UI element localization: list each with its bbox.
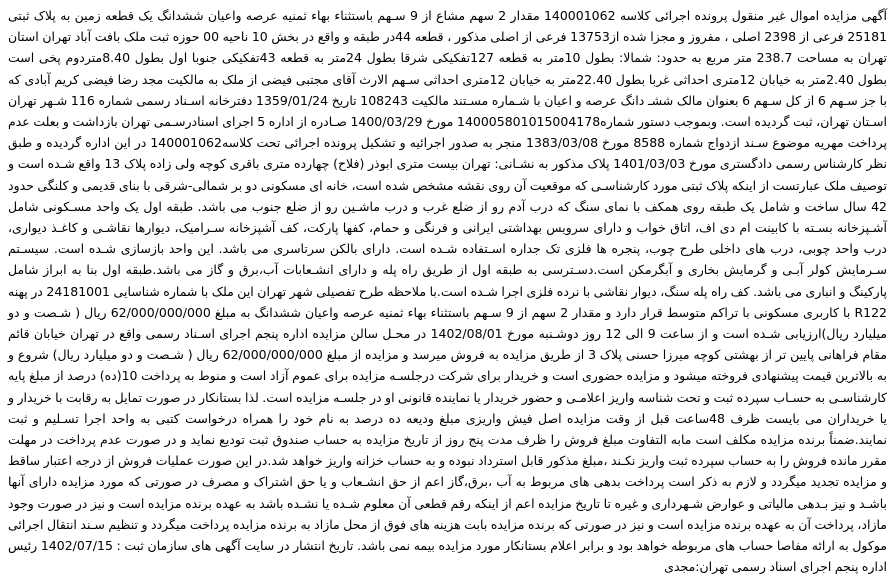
auction-notice-text: آگهی مزایده اموال غیر منقول پرونده اجرائی کلاسه 140001062 مقدار 2 سهم مشاع از 9 سـهم باستثناء بهاء ثمنیه عرصه واعیان ششدانگ یک قطعه زمین به پلاک ثبتی 25181 فرعی از 2398 اصلی ، مفروز و مجزا شده از13753 فرعی از اصلی مذکور ، قطعه 44در طبقه و واقع در بخش 10 ناحیه 00 حوزه ثبت ملک بافت آباد تهران استان تهران به مساحت 238.7 متر مربع به حدود: شمالا: بطول 10متر به قطعه 127تفکیکی شرقا بطول 24متر به قطعه 43تفکیکی جنوبا اول بطول 8.40متردوم پخی است بطول 2.40متر به خیابان 12متری احداثی غربا بطول 22.40متر به خیابان 12متری احداثی سـهم الارث آقای مجتبی فیضی از ملک به مالکیت مجد رضا فیضی کریم آبادی که با جز سـهم 6 از کل سـهم 6 بعنوان مالک ششـ دانگ عرصه و اعیان با شـماره مسـتند مالکیت 108243 تاریخ 1359/01/24 دفترخانه اسـناد رسمی شماره 116 شـهر تهران اسـتان تهران، ثبت گردیده است. وبموجب دستور شماره140005801015004178 مورخ 1400/03/29 صـادره از اداره 5 اجرای اسنادرسـمی تهران بازداشت و بعلت عدم پرداخت مهریه موضوع سـند ازدواج شماره 8588 مورخ 1383/03/08 منجر به صدور اجرائیه و تشکیل پرونده اجرائی تحت کلاسه140001062 در این اداره گردیده و طبق نظر کارشناس رسمی دادگستری مورخ 1401/03/03 پلاک مذکور به نشـانی: تهران بیست متری ابوذر (فلاح) چهارده متری باقری کوچه ولی زاده پلاک 13 واقع شـده است و توصیف ملک عبارتست از اینکه پلاک ثبتی مورد کارشناسـی که موقعیت آن روی نقشه مشخص شده است، خانه ای مسکونی دو بر شمالی-شرقی با بنای قدیمی و کلنگی حدود 42 سال ساخت و شامل یک طبقه روی همکف با نمای سنگ که درب آدم رو از ضلع غرب و درب ماشـین رو از ضلع جنوب می باشد. طبقه اول یک واحد مسـکونی شامل آشـپزخانه بسـته با کابینت ام دی اف، اتاق خواب و دارای سرویس بهداشتی ایرانی و فرنگی و حمام، کفها پارکت، کف آشپزخانه سـرامیک، دیوارها نقاشـی و کاغـذ دیواری، درب واحد چوبی، درب های داخلی طرح چوب، پنجره ها فلزی تک جداره اسـتفاده شـده است. دارای بالکن سرتاسری می باشد. این واحد بازسازی شـده است. سیسـتم سـرمایش کولر آبـی و گرمایش بخاری و آبگرمکن است.دسـترسی به طبقه اول از طریق راه پله و دارای انشـعابات آب،برق و گاز می باشد.طبقه اول بنا به ابراز شامل پارکینگ و انباری می باشد. کف راه پله سنگ، دیوار نقاشی با نرده فلزی اجرا شـده است.با ملاحظه طرح تفصیلی شهر تهران این ملک با شماره شناسایی 24181001 در پهنه R122 با کاربری مسکونی با تراکم متوسط قرار دارد و مقدار 2 سهم از 9 سـهم باستثناء بهاء ثمنیه عرصه واعیان ششدانگ به مبلغ 62/000/000/000 ریال ( شـصت و دو میلیارد ریال)ارزیابی شـده است و از ساعت 9 الی 12 روز دوشـنبه مورخ 1402/08/01 در محـل سالن مزایده اداره پنجم اجرای اسـناد رسمی واقع در تهران خیابان قائم مقام فراهانی پایین تر از بهشتی کوچه میرزا حسنی پلاک 3 از طریق مزایده به فروش میرسد و مزایده از مبلغ 62/000/000/000 ریال ( شـصت و دو میلیارد ریال) شروع و به بالاترین قیمت پیشنهادی فروخته میشود و مزایده حضوری است و خریدار برای شرکت درجلسـه مزایده برای عموم آزاد است و منوط به پرداخت 10(ده) درصد از مبلغ پایه کارشناسـی به حسـاب سپرده ثبت و تحت شناسه واریز اعلامـی و حضور خریدار یا نماینده قانونی او در جلسـه مزایده است. لذا بستانکار در صورت تمایل به رقابت با خریدار و یا خریداران می بایست ظرف 48ساعت قبل از وقت مزایده اصل فیش واریزی مبلغ ودیعه ده درصد به نام خود را همراه درخواست کتبی به واحد اجرا تسـلیم و ثبت نمایند.ضمناً برنده مزایده مکلف است مابه التفاوت مبلغ فروش را ظرف مدت پنج روز از تاریخ مزایده به حساب صندوق ثبت تودیع نماید و در صورت عدم پرداخت در مهلت مقرر مانده فروش را به حساب سپرده ثبت واریز نکـند ،مبلغ مذکور قابل استرداد نبوده و به حساب خزانه واریز خواهد شد.در این صورت عملیات فروش از درجه اعتبار ساقط و مزایده تجدید میگردد و لازم به ذکر است پرداخت بدهی های مربوط به آب ،برق،گاز اعم از حق انشـعاب و یا حق اشتراک و مصرف در صورتی که مورد مزایده دارای آنها باشـد و نیز بـدهی مالیاتی و عوارض شـهرداری و غیره تا تاریخ مزایده اعم از اینکه رقم قطعی آن معلوم شـده یا نشـده باشد به عهده برنده مزایده است و نیز در صورت وجود مازاد، پرداخت آن به عهده برنده مزایده است و نیز در صورتی که برنده مزایده بابت هزینه های فوق از محل مازاد به برنده مزایده پرداخت میگردد و تنظیم سـند انتقال اجرائی موکول به ارائه مفاصا حساب های مربوطه خواهد بود و برابر اعلام بستانکار مورد مزایده بیمه نمی باشد. تاریخ انتشار در سایت آگهی های سازمان ثبت : 1402/07/15 رئیس اداره پنجم اجرای اسناد رسمی تهران:مجدی [8,8,888,575]
